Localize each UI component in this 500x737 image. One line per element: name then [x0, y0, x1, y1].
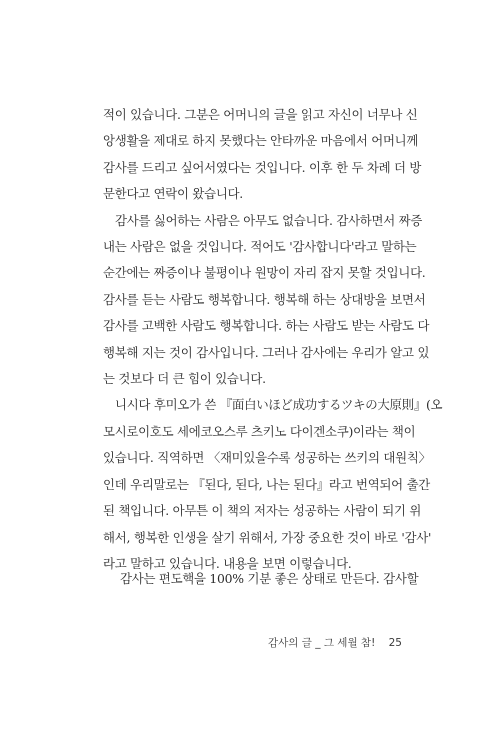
pull-quote: 감사는 편도핵을 100% 기분 좋은 상태로 만든다. 감사할: [120, 571, 419, 586]
paragraph-1: [103, 102, 422, 208]
paragraph-3: [103, 392, 443, 577]
text-line: 행복해 지는 것이 감사입니다. 그러나 감사에는 우리가 알고 있: [103, 344, 430, 360]
text-line: 모시로이호도 세에코오스루 츠키노 다이겐소쿠)이라는 책이: [103, 423, 416, 439]
text-line: 니시다 후미오가 쓴 『面白いほど成功するツキの大原則』(오: [115, 397, 443, 413]
text-line: 라고 말하고 있습니다. 내용을 보면 이렇습니다.: [103, 555, 352, 571]
text-line: 는 것보다 더 큰 힘이 있습니다.: [103, 371, 266, 387]
text-line: 적이 있습니다. 그분은 어머니의 글을 읽고 자신이 너무나 신: [103, 107, 418, 122]
body-text: [103, 102, 443, 577]
text-line: 순간에는 짜증이나 불평이나 원망이 자리 잡지 못할 것입니다.: [103, 265, 426, 281]
text-line: 내는 사람은 없을 것입니다. 적어도 '감사합니다'라고 말하는: [103, 239, 417, 255]
text-line: 문한다고 연락이 왔습니다.: [103, 186, 243, 202]
running-footer: [268, 635, 402, 651]
text-line: 있습니다. 직역하면 〈재미있을수록 성공하는 쓰키의 대원칙〉: [103, 450, 431, 466]
page-number: 25: [388, 637, 402, 649]
text-line: 감사를 싫어하는 사람은 아무도 없습니다. 감사하면서 짜증: [115, 212, 423, 228]
text-line: 감사를 듣는 사람도 행복합니다. 행복해 하는 상대방을 보면서: [103, 291, 426, 307]
text-line: 된 책입니다. 아무튼 이 책의 저자는 성공하는 사람이 되기 위: [103, 503, 422, 519]
text-line: 감사를 고백한 사람도 행복합니다. 하는 사람도 받는 사람도 다: [103, 318, 430, 334]
text-line: 앙생활을 제대로 하지 못했다는 안타까운 마음에서 어머니께: [103, 133, 419, 149]
text-line: 감사를 드리고 싶어서였다는 것입니다. 이후 한 두 차례 더 방: [103, 159, 422, 175]
footer-book-title: 감사의 글 _ 그 세월 참!: [267, 637, 376, 649]
paragraph-2: [103, 208, 430, 393]
text-line: 해서, 행복한 인생을 살기 위해서, 가장 중요한 것이 바로 '감사': [103, 529, 432, 545]
text-line: 인데 우리말로는 『된다, 된다, 나는 된다』라고 번역되어 출간: [103, 476, 431, 492]
